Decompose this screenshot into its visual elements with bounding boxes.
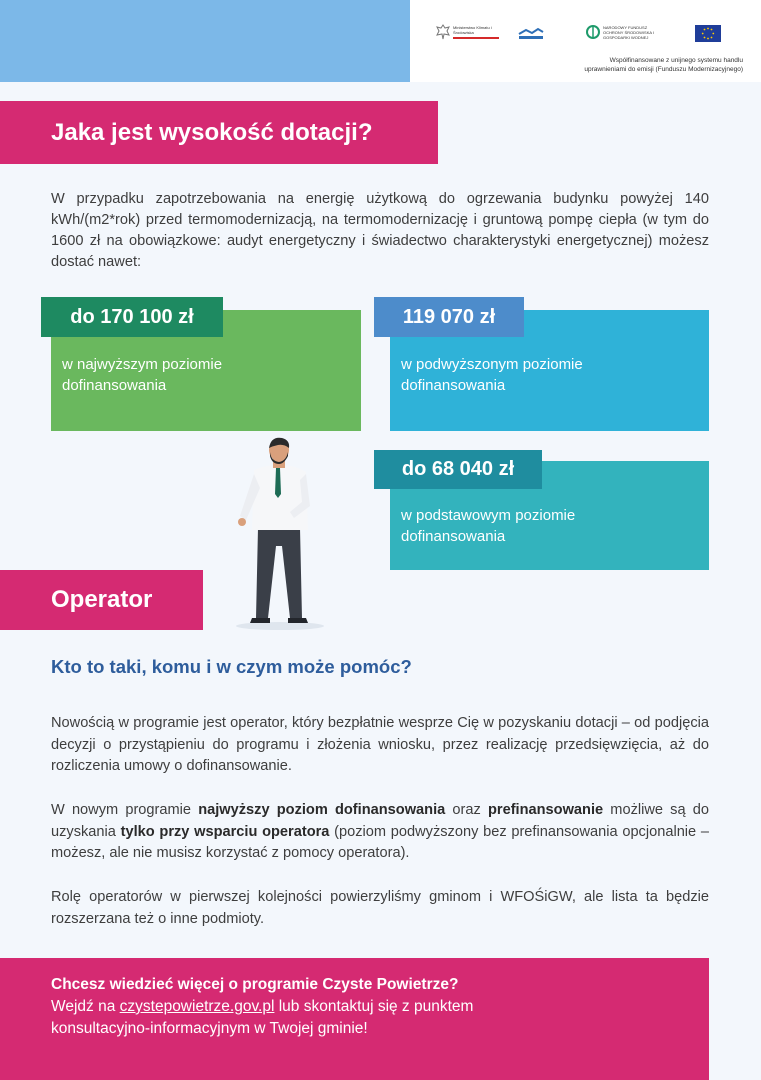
leaf-drop-icon <box>586 24 600 40</box>
amount-badge-basic: do 68 040 zł <box>374 450 542 489</box>
website-link[interactable]: czystepowietrze.gov.pl <box>119 998 275 1015</box>
section-title-subsidy: Jaka jest wysokość dotacji? <box>0 101 438 164</box>
logo-strip <box>410 0 761 82</box>
operator-paragraph-2: W nowym programie najwyższy poziom dofinansowania oraz prefinansowanie możliwe są do uzyskania tylko przy wsparciu operatora (poziom podwyższony bez prefinansowania opcjonalnie – możesz, ale nie musisz korzystać z pomocy operatora). <box>51 802 710 861</box>
card-desc-line2: dofinansowania <box>62 377 167 394</box>
footer-cta <box>0 958 709 1080</box>
footer-line2: Wejdź na czystepowietrze.gov.pl lub skontaktuj się z punktem <box>51 998 474 1015</box>
card-desc-line2: dofinansowania <box>401 528 506 545</box>
card-desc-line1: w najwyższym poziomie <box>62 356 223 373</box>
operator-paragraph-3: Rolę operatorów w pierwszej kolejności powierzyliśmy gminom i WFOŚiGW, ale lista ta będzie rozszerzana też o inne podmioty. <box>51 889 709 927</box>
ministry-logo: Ministerstwo Klimatu i Środowiska <box>436 24 499 40</box>
section-title-operator: Operator <box>0 570 203 630</box>
amount-badge-highest: do 170 100 zł <box>41 297 223 337</box>
businessman-illustration <box>224 436 336 632</box>
fund-logo-icon <box>518 27 544 41</box>
cofinancing-caption: Współfinansowane z unijnego systemu handlu uprawnieniami do emisji (Funduszu Modernizacyjnego) <box>584 57 743 73</box>
eu-flag-icon <box>695 25 721 42</box>
card-desc-line1: w podstawowym poziomie <box>401 507 576 524</box>
header-blue-band <box>0 0 410 82</box>
card-desc-line1: w podwyższonym poziomie <box>401 356 583 373</box>
operator-paragraph-1: Nowością w programie jest operator, który bezpłatnie wesprze Cię w pozyskaniu dotacji – od podjęcia decyzji o przystąpieniu do programu i złożenia wniosku, przez realizację przedsięwzięcia, aż do rozliczenia umowy o dofinansowanie. <box>51 715 709 774</box>
eu-flag-logo <box>695 25 721 42</box>
eagle-emblem-icon <box>436 24 450 40</box>
operator-subheading: Kto to taki, komu i w czym może pomóc? <box>51 656 412 677</box>
footer-line3: konsultacyjno-informacyjnym w Twojej gminie! <box>51 1020 368 1037</box>
fund-logo <box>518 27 544 41</box>
amount-badge-increased: 119 070 zł <box>374 297 524 337</box>
nfosigw-logo: NARODOWY FUNDUSZ OCHRONY ŚRODOWISKA I GOSPODARKI WODNEJ <box>586 24 665 40</box>
footer-question: Chcesz wiedzieć więcej o programie Czyste Powietrze? <box>51 976 459 993</box>
intro-paragraph: W przypadku zapotrzebowania na energię użytkową do ogrzewania budynku powyżej 140 kWh/(m2*rok) przed termomodernizacją, na termomodernizację i gruntową pompę ciepła (w tym do 1600 zł na obowiązkowe: audyt energetyczny i świadectwo charakterystyki energetycznej) możesz dostać nawet: <box>51 191 709 270</box>
card-desc-line2: dofinansowania <box>401 377 506 394</box>
